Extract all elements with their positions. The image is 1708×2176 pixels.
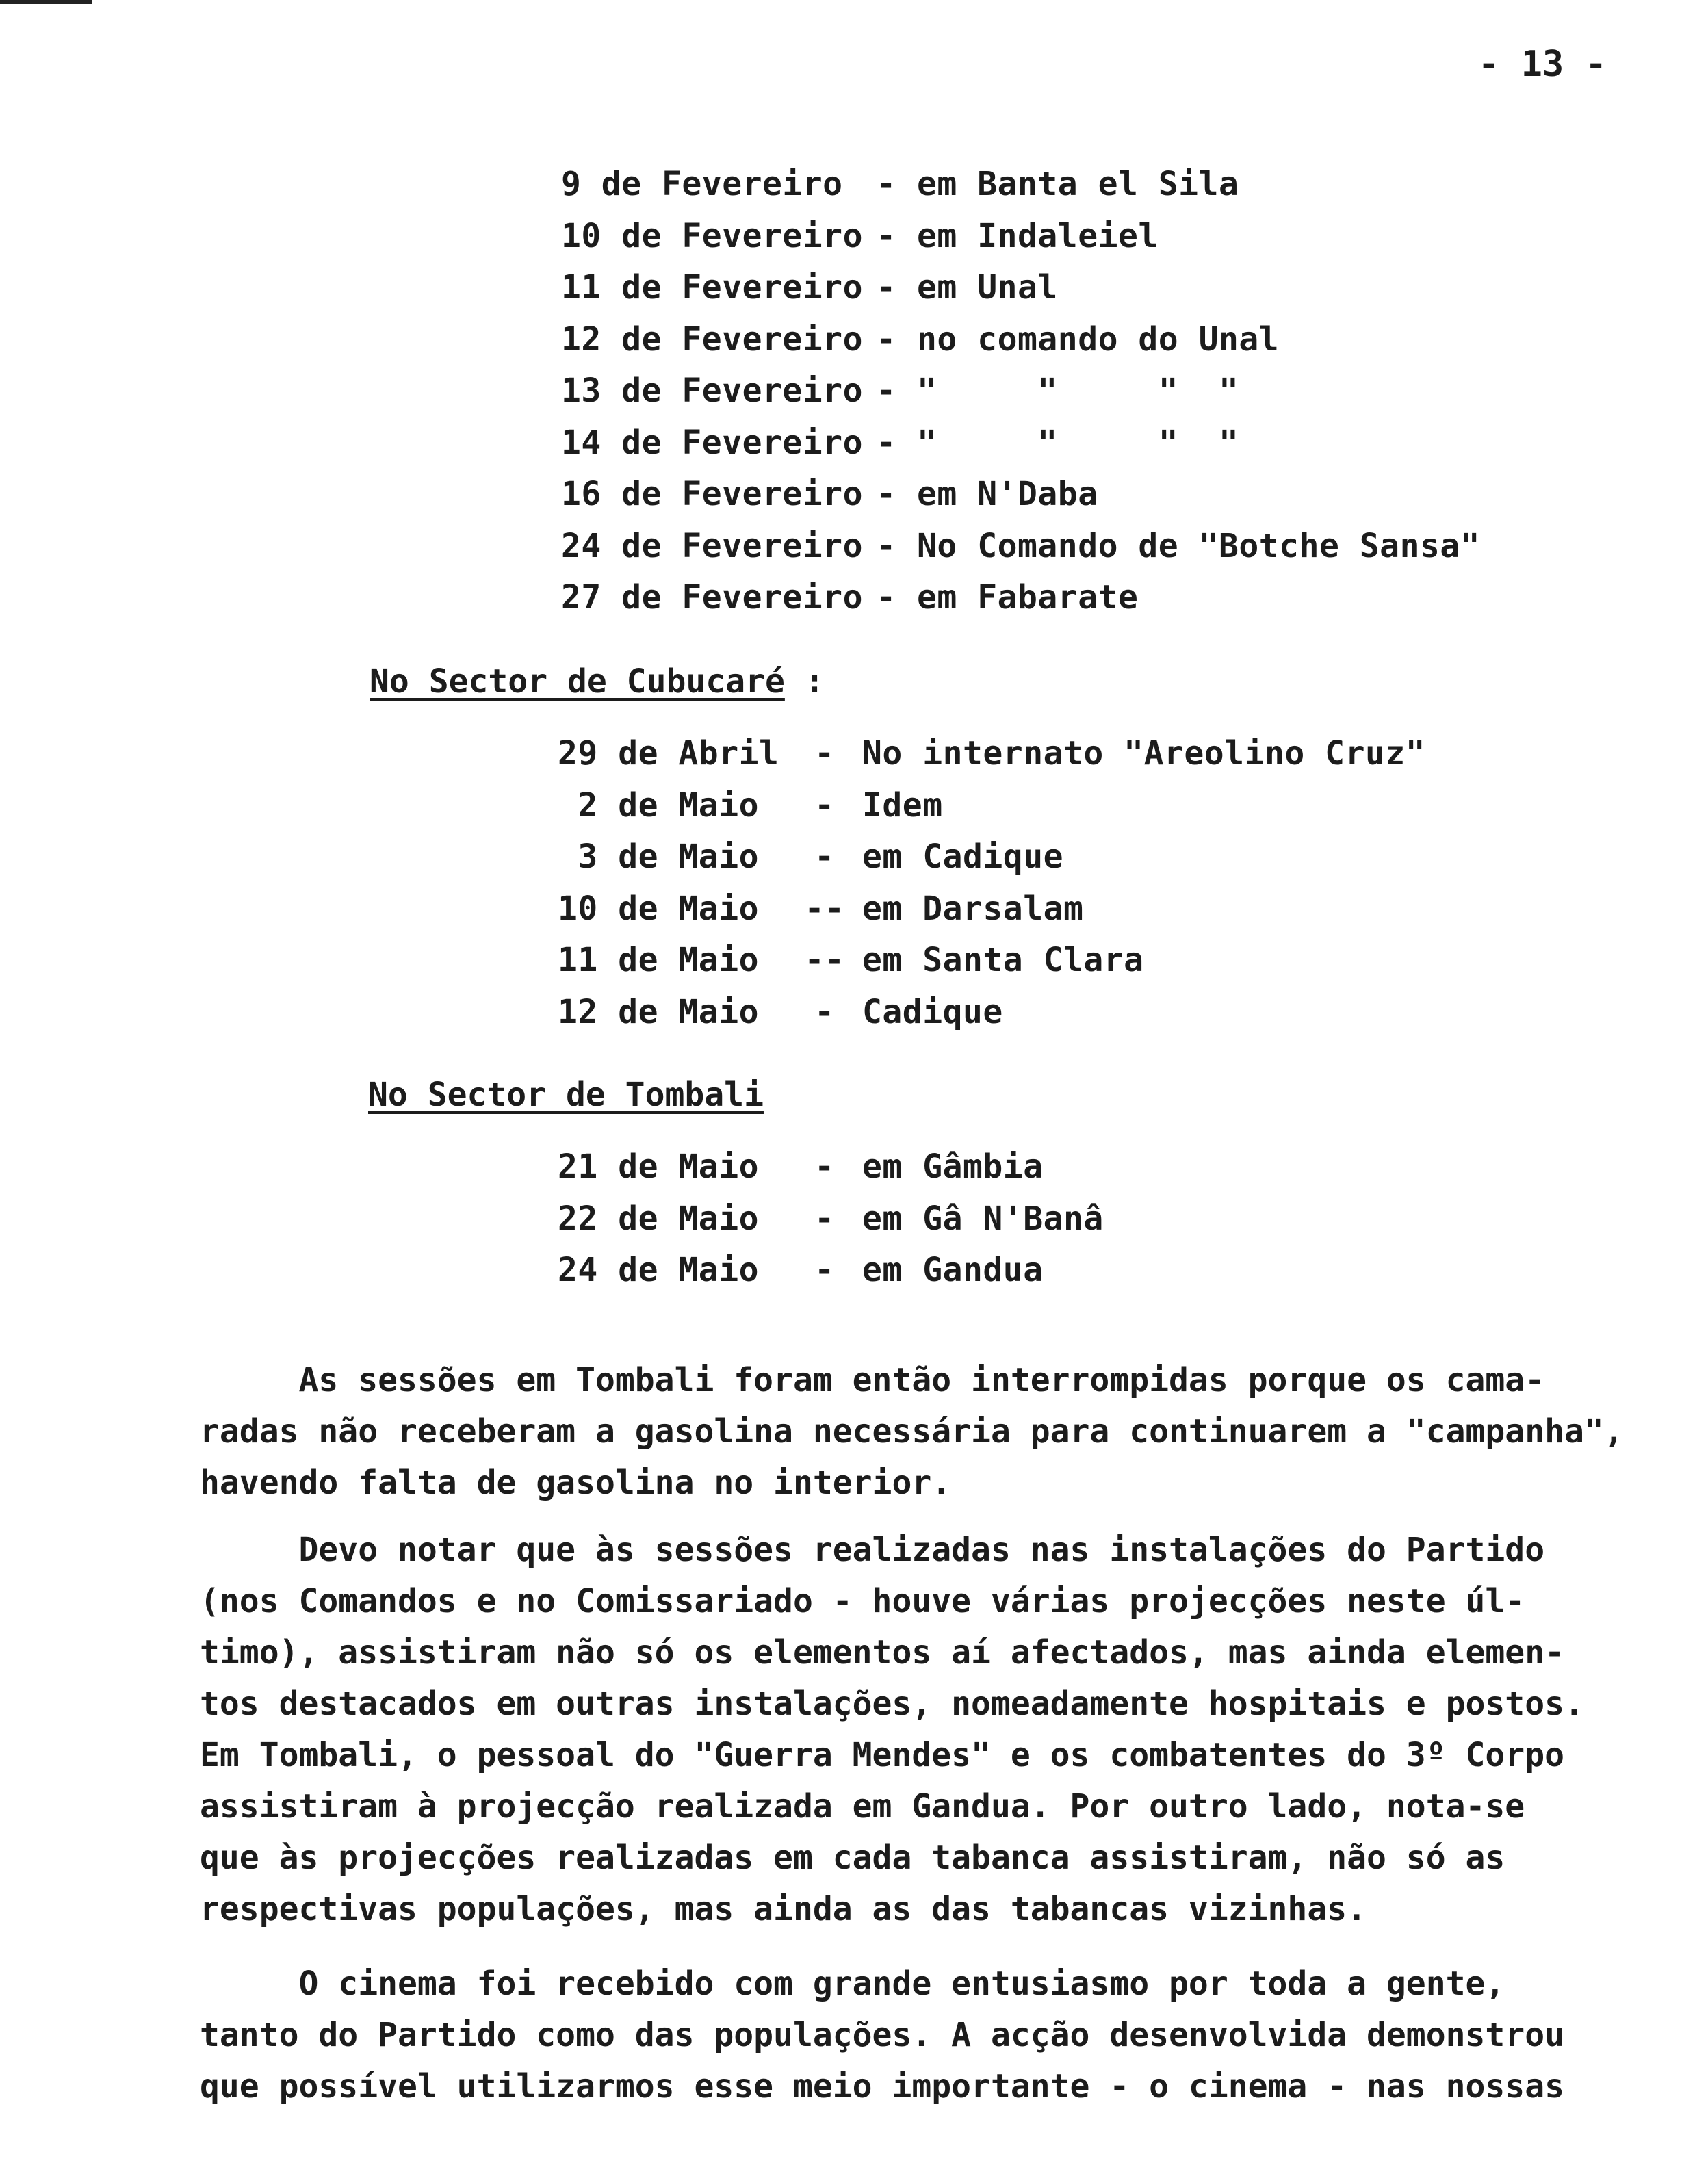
text-line: (nos Comandos e no Comissariado - houve várias projecções neste úl- bbox=[200, 1582, 1525, 1620]
session-place: no comando do Unal bbox=[917, 320, 1280, 359]
session-place: em Fabarate bbox=[917, 578, 1139, 617]
list-item bbox=[558, 1193, 1478, 1245]
session-date: 24 de Maio bbox=[558, 1251, 759, 1289]
cubucare-heading-text: No Sector de Cubucaré bbox=[370, 662, 785, 701]
separator-dash: - bbox=[876, 423, 896, 462]
session-date: 27 de Fevereiro bbox=[561, 578, 863, 617]
session-place: Idem bbox=[862, 786, 943, 825]
list-item bbox=[558, 883, 1478, 935]
separator-dash: - bbox=[876, 475, 896, 513]
separator-dash: - bbox=[814, 1199, 835, 1238]
session-place: em Gandua bbox=[862, 1251, 1044, 1289]
list-item bbox=[561, 572, 1533, 624]
session-place: No Comando de "Botche Sansa" bbox=[917, 526, 1481, 565]
session-date: 10 de Fevereiro bbox=[561, 216, 863, 255]
session-place: em Gâmbia bbox=[862, 1148, 1044, 1186]
session-date: 9 de Fevereiro bbox=[561, 165, 843, 203]
text-line: radas não receberam a gasolina necessária para continuarem a "campanha", bbox=[200, 1412, 1624, 1451]
tombali-sessions-list bbox=[558, 1141, 1478, 1297]
session-place: em Cadique bbox=[862, 838, 1063, 876]
separator-dash: - bbox=[876, 165, 896, 203]
separator-dash: - bbox=[876, 526, 896, 565]
list-item bbox=[558, 831, 1478, 883]
separator-dash: - bbox=[876, 320, 896, 359]
session-date: 11 de Maio bbox=[558, 941, 759, 979]
paragraph-interruption bbox=[200, 1355, 1651, 1509]
list-item bbox=[561, 521, 1533, 573]
list-item bbox=[558, 1245, 1478, 1297]
list-item bbox=[561, 211, 1533, 263]
session-place: " " " " bbox=[917, 372, 1239, 410]
separator-dash: - bbox=[814, 1251, 835, 1289]
session-date: 13 de Fevereiro bbox=[561, 372, 863, 410]
list-item bbox=[561, 365, 1533, 417]
tombali-heading-text: No Sector de Tombali bbox=[368, 1076, 764, 1114]
session-date: 10 de Maio bbox=[558, 889, 759, 928]
session-place: em Santa Clara bbox=[862, 941, 1144, 979]
session-date: 12 de Fevereiro bbox=[561, 320, 863, 359]
separator-dash: - bbox=[814, 838, 835, 876]
session-place: em Gâ N'Banâ bbox=[862, 1199, 1104, 1238]
session-date: 29 de Abril bbox=[558, 734, 779, 773]
text-line: respectivas populações, mas ainda as das tabancas vizinhas. bbox=[200, 1890, 1367, 1928]
session-place: em Indaleiel bbox=[917, 216, 1159, 255]
text-line: Em Tombali, o pessoal do "Guerra Mendes" e os combatentes do 3º Corpo bbox=[200, 1736, 1564, 1774]
text-line: que possível utilizarmos esse meio importante - o cinema - nas nossas bbox=[200, 2067, 1564, 2106]
session-place: No internato "Areolino Cruz" bbox=[862, 734, 1426, 773]
session-date: 12 de Maio bbox=[558, 992, 759, 1031]
text-line: tos destacados em outras instalações, nomeadamente hospitais e postos. bbox=[200, 1685, 1584, 1723]
text-line: havendo falta de gasolina no interior. bbox=[200, 1464, 952, 1502]
page-number: - 13 - bbox=[1478, 44, 1607, 85]
list-item bbox=[558, 1141, 1478, 1193]
session-place: em N'Daba bbox=[917, 475, 1098, 513]
text-line: O cinema foi recebido com grande entusiasmo por toda a gente, bbox=[200, 1965, 1505, 2003]
session-date: 16 de Fevereiro bbox=[561, 475, 863, 513]
tombali-sector-heading bbox=[368, 1076, 764, 1114]
paragraph-reception bbox=[200, 1958, 1651, 2112]
separator-dash: - bbox=[876, 578, 896, 617]
separator-dash: - bbox=[814, 786, 835, 825]
text-line: tanto do Partido como das populações. A acção desenvolvida demonstrou bbox=[200, 2016, 1564, 2054]
text-line: Devo notar que às sessões realizadas nas instalações do Partido bbox=[200, 1531, 1545, 1569]
list-item bbox=[558, 728, 1478, 780]
session-place: em Banta el Sila bbox=[917, 165, 1239, 203]
text-line: assistiram à projecção realizada em Gandua. Por outro lado, nota-se bbox=[200, 1787, 1525, 1826]
session-place: " " " " bbox=[917, 423, 1239, 462]
text-line: As sessões em Tombali foram então interrompidas porque os cama- bbox=[200, 1361, 1545, 1399]
session-date: 3 de Maio bbox=[558, 838, 759, 876]
session-date: 2 de Maio bbox=[558, 786, 759, 825]
session-place: em Darsalam bbox=[862, 889, 1084, 928]
separator-dash: - bbox=[876, 216, 896, 255]
separator-dash: - bbox=[876, 372, 896, 410]
list-item bbox=[561, 159, 1533, 211]
separator-dash: - bbox=[814, 992, 835, 1031]
list-item bbox=[558, 780, 1478, 832]
cubucare-sector-heading bbox=[370, 662, 825, 701]
cubucare-sessions-list bbox=[558, 728, 1478, 1038]
text-line: timo), assistiram não só os elementos aí afectados, mas ainda elemen- bbox=[200, 1633, 1564, 1672]
separator-dash: - bbox=[814, 1148, 835, 1186]
session-place: em Unal bbox=[917, 268, 1058, 307]
list-item bbox=[561, 417, 1533, 469]
text-line: que às projecções realizadas em cada tabanca assistiram, não só as bbox=[200, 1839, 1505, 1877]
separator-dash: -- bbox=[804, 941, 845, 979]
session-date: 11 de Fevereiro bbox=[561, 268, 863, 307]
session-date: 21 de Maio bbox=[558, 1148, 759, 1186]
list-item bbox=[561, 469, 1533, 521]
separator-dash: - bbox=[876, 268, 896, 307]
session-place: Cadique bbox=[862, 992, 1003, 1031]
list-item bbox=[561, 314, 1533, 366]
list-item bbox=[558, 987, 1478, 1039]
list-item bbox=[561, 262, 1533, 314]
session-date: 24 de Fevereiro bbox=[561, 526, 863, 565]
list-item bbox=[558, 935, 1478, 987]
february-sessions-list bbox=[561, 159, 1533, 624]
paragraph-attendance bbox=[200, 1525, 1651, 1935]
top-edge-mark bbox=[0, 0, 92, 4]
separator-dash: - bbox=[814, 734, 835, 773]
session-date: 22 de Maio bbox=[558, 1199, 759, 1238]
cubucare-heading-colon: : bbox=[784, 662, 825, 701]
session-date: 14 de Fevereiro bbox=[561, 423, 863, 462]
separator-dash: -- bbox=[804, 889, 845, 928]
